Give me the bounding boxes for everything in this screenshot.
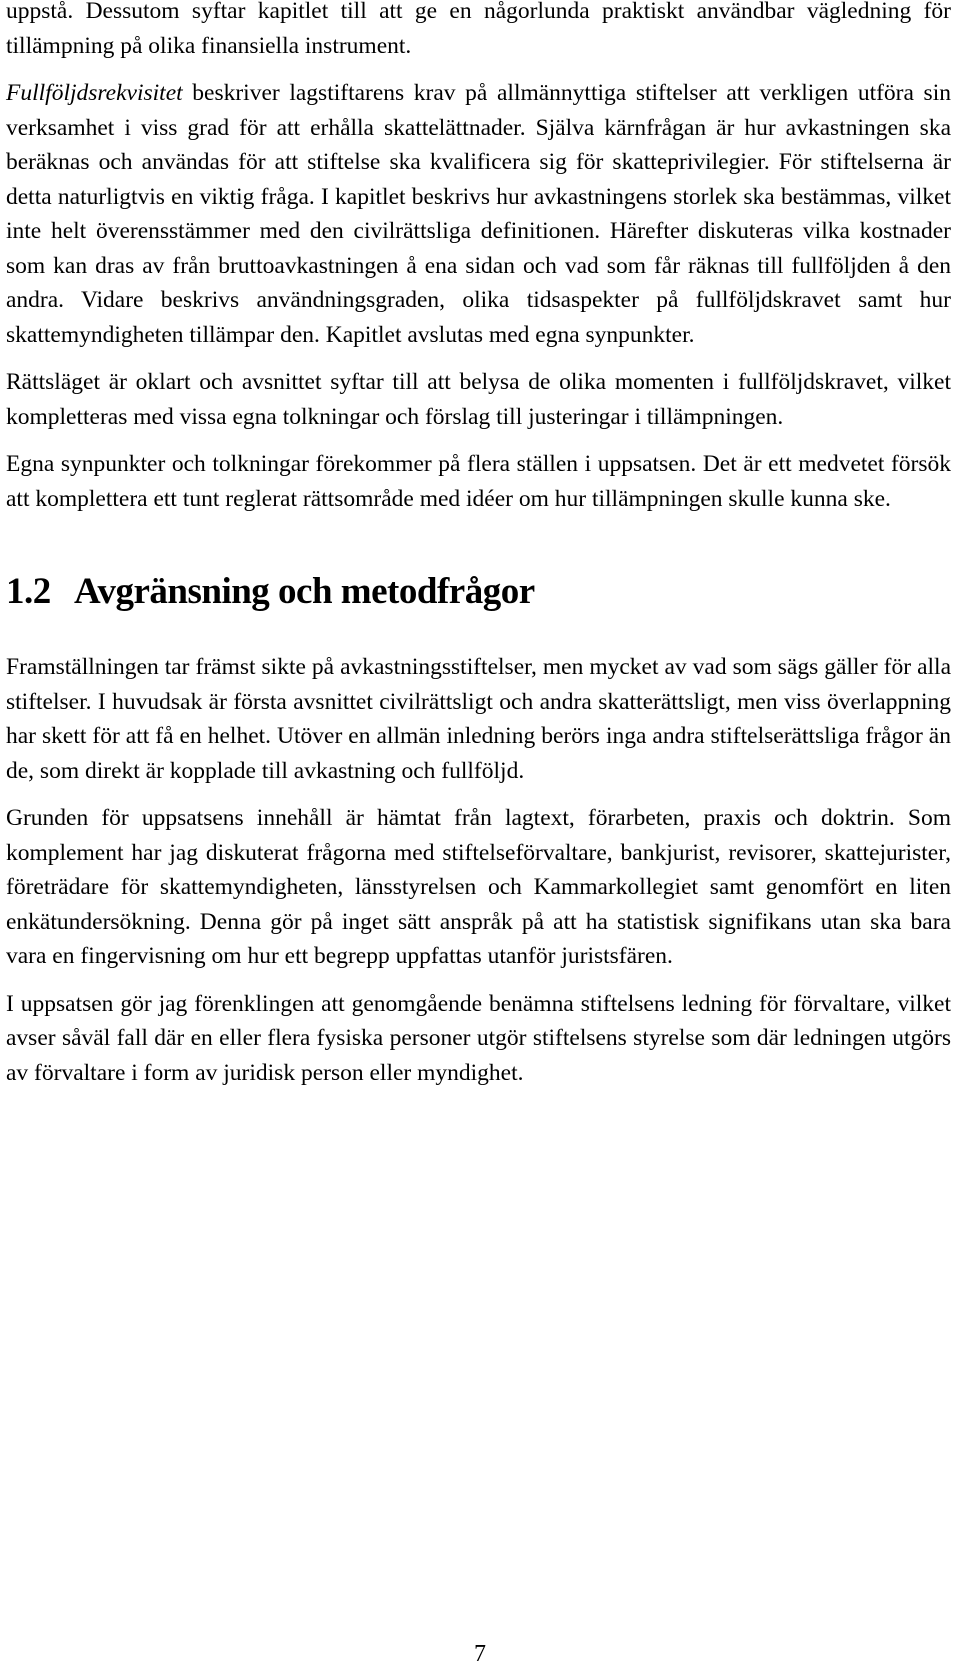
page-content <box>6 0 951 1090</box>
paragraph-fullfoljdsrekvisitet-text: beskriver lagstiftarens krav på allmännyttiga stiftelser att verkligen utföra sin verksamhet i viss grad för att erhålla skattelättnader. Själva kärnfrågan är hur avkastningen ska beräknas och användas för att stiftelse ska kvalificera sig för skatteprivilegier. För stiftelserna är detta naturligtvis en viktig fråga. I kapitlet beskrivs hur avkastningens storlek ska bestämmas, vilket inte helt överensstämmer med den civilrättsliga definitionen. Härefter diskuteras vilka kostnader som kan dras av från bruttoavkastningen å ena sidan och vad som får räknas till fullföljden å den andra. Vidare beskrivs användningsgraden, olika tidsaspekter på fullföljdskravet samt hur skattemyndigheten tillämpar den. Kapitlet avslutas med egna synpunkter. <box>6 80 951 348</box>
paragraph-fullfoljdsrekvisitet <box>6 76 951 352</box>
section-number: 1.2 <box>6 571 51 612</box>
section-heading <box>6 570 951 614</box>
term-fullfoljdsrekvisitet: Fullföljdsrekvisitet <box>6 80 183 106</box>
paragraph-rattslaget: Rättsläget är oklart och avsnittet syftar till att belysa de olika momenten i fullföljdskravet, vilket kompletteras med vissa egna tolkningar och förslag till justeringar i tillämpningen. <box>6 369 951 430</box>
section-title: Avgränsning och metodfrågor <box>74 571 535 612</box>
page-number: 7 <box>474 1641 486 1667</box>
paragraph-forenklingen: I uppsatsen gör jag förenklingen att genomgående benämna stiftelsens ledning för förvaltare, vilket avser såväl fall där en eller flera fysiska personer utgör stiftelsens styrelse som där ledningen utgörs av förvaltare i form av juridisk person eller myndighet. <box>6 990 951 1086</box>
paragraph-egna-synpunkter: Egna synpunkter och tolkningar förekommer på flera ställen i uppsatsen. Det är ett medvetet försök att komplettera ett tunt reglerat rättsområde med idéer om hur tillämpningen skulle kunna ske. <box>6 451 951 512</box>
paragraph-grunden: Grunden för uppsatsens innehåll är hämtat från lagtext, förarbeten, praxis och doktrin. Som komplement har jag diskuterat frågorna med stiftelseförvaltare, bankjurist, revisorer, skattejurister, företrädare för skattemyndigheten, länsstyrelsen och Kammarkollegiet samt genomfört en liten enkätundersökning. Denna gör på inget sätt anspråk på att ha statistisk signifikans utan ska bara vara en fingervisning om hur ett begrepp uppfattas utanför juristsfären. <box>6 805 951 969</box>
paragraph-framstallningen: Framställningen tar främst sikte på avkastningsstiftelser, men mycket av vad som sägs gäller för alla stiftelser. I huvudsak är första avsnittet civilrättsligt och andra skatterättsligt, men viss överlappning har skett för att få en helhet. Utöver en allmän inledning berörs inga andra stiftelserättsliga frågor än de, som direkt är kopplade till avkastning och fullföljd. <box>6 654 951 784</box>
paragraph-intro-continuation: uppstå. Dessutom syftar kapitlet till att ge en någorlunda praktiskt användbar vägledning för tillämpning på olika finansiella instrument. <box>6 0 951 59</box>
